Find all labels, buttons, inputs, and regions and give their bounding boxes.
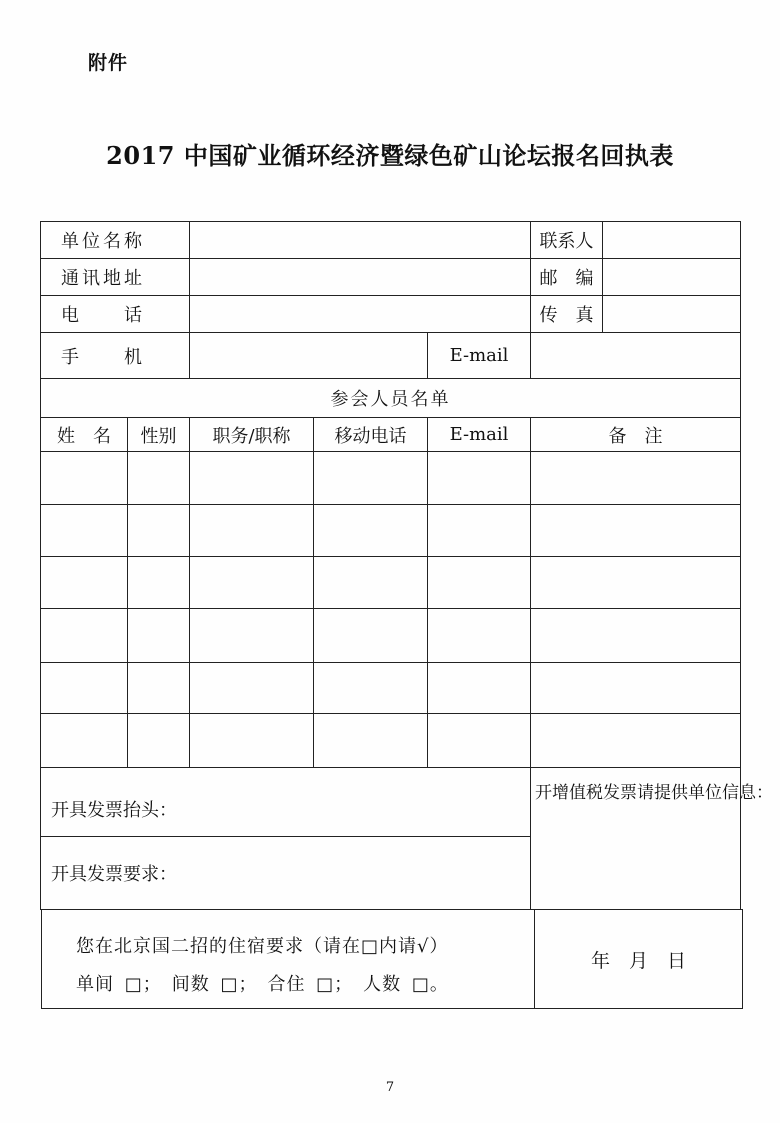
attendee-title-cell[interactable] (190, 557, 314, 609)
address-field[interactable] (190, 259, 531, 296)
unit-name-field[interactable] (190, 222, 531, 259)
form-title: 2017 中国矿业循环经济暨绿色矿山论坛报名回执表 (106, 141, 674, 170)
attendee-mobile-cell[interactable] (314, 452, 428, 505)
attendee-gender-cell[interactable] (128, 714, 190, 768)
attendee-row (41, 663, 741, 714)
attendees-section-title: 参会人员名单 (41, 379, 741, 418)
attendee-gender-cell[interactable] (128, 663, 190, 714)
attendee-gender-cell[interactable] (128, 609, 190, 663)
date-field[interactable]: 年 月 日 (590, 949, 686, 972)
email-label: E-mail (428, 333, 531, 379)
attendee-name-cell[interactable] (41, 452, 128, 505)
vat-info-label[interactable]: 开增值税发票请提供单位信息： (531, 768, 741, 910)
mobile-field[interactable] (190, 333, 428, 379)
attendee-title-cell[interactable] (190, 505, 314, 557)
attendee-email-cell[interactable] (428, 557, 531, 609)
postcode-label: 邮 编 (531, 259, 603, 296)
invoice-title-label[interactable]: 开具发票抬头： (41, 768, 531, 837)
mobile-label: 手 机 (41, 333, 190, 379)
phone-label: 电 话 (41, 296, 190, 333)
attendee-mobile-cell[interactable] (314, 557, 428, 609)
attendee-remarks-cell[interactable] (531, 609, 741, 663)
attendee-title-cell[interactable] (190, 609, 314, 663)
attendee-row (41, 452, 741, 505)
attendee-title-cell[interactable] (190, 663, 314, 714)
attendee-gender-cell[interactable] (128, 452, 190, 505)
header-mobile: 移动电话 (314, 418, 428, 452)
attendee-remarks-cell[interactable] (531, 714, 741, 768)
lodging-box (41, 909, 743, 1009)
attendee-mobile-cell[interactable] (314, 714, 428, 768)
postcode-field[interactable] (603, 259, 741, 296)
header-email: E-mail (428, 418, 531, 452)
attendee-email-cell[interactable] (428, 609, 531, 663)
attendee-remarks-cell[interactable] (531, 557, 741, 609)
attendee-email-cell[interactable] (428, 452, 531, 505)
attendee-row (41, 557, 741, 609)
attendee-remarks-cell[interactable] (531, 663, 741, 714)
lodging-instruction: 您在北京国二招的住宿要求（请在□内请√） (76, 936, 449, 957)
attendee-email-cell[interactable] (428, 663, 531, 714)
phone-field[interactable] (190, 296, 531, 333)
attendee-name-cell[interactable] (41, 714, 128, 768)
lodging-options[interactable]: 单间 □； 间数 □； 合住 □； 人数 □。 (76, 974, 449, 995)
header-gender: 性别 (128, 418, 190, 452)
header-name: 姓 名 (41, 418, 128, 452)
attendee-name-cell[interactable] (41, 557, 128, 609)
attachment-label: 附件 (88, 52, 129, 74)
attendee-email-cell[interactable] (428, 505, 531, 557)
attendee-remarks-cell[interactable] (531, 452, 741, 505)
attendee-row (41, 609, 741, 663)
attendee-gender-cell[interactable] (128, 505, 190, 557)
unit-name-label: 单位名称 (41, 222, 190, 259)
attendee-row (41, 714, 741, 768)
attendee-mobile-cell[interactable] (314, 505, 428, 557)
attendee-name-cell[interactable] (41, 505, 128, 557)
registration-form-table (40, 221, 774, 910)
attendee-gender-cell[interactable] (128, 557, 190, 609)
fax-label: 传 真 (531, 296, 603, 333)
lodging-requirements (42, 910, 535, 1008)
header-title: 职务/职称 (190, 418, 314, 452)
page-number: 7 (385, 1080, 395, 1095)
header-remarks: 备 注 (531, 418, 741, 452)
email-field[interactable] (531, 333, 741, 379)
attendee-mobile-cell[interactable] (314, 663, 428, 714)
attendee-row (41, 505, 741, 557)
address-label: 通讯地址 (41, 259, 190, 296)
fax-field[interactable] (603, 296, 741, 333)
attendee-mobile-cell[interactable] (314, 609, 428, 663)
attendee-title-cell[interactable] (190, 714, 314, 768)
attendee-email-cell[interactable] (428, 714, 531, 768)
invoice-requirement-label[interactable]: 开具发票要求： (41, 837, 531, 910)
attendee-remarks-cell[interactable] (531, 505, 741, 557)
contact-field[interactable] (603, 222, 741, 259)
attendee-name-cell[interactable] (41, 609, 128, 663)
attendee-name-cell[interactable] (41, 663, 128, 714)
contact-label: 联系人 (531, 222, 603, 259)
attendee-title-cell[interactable] (190, 452, 314, 505)
